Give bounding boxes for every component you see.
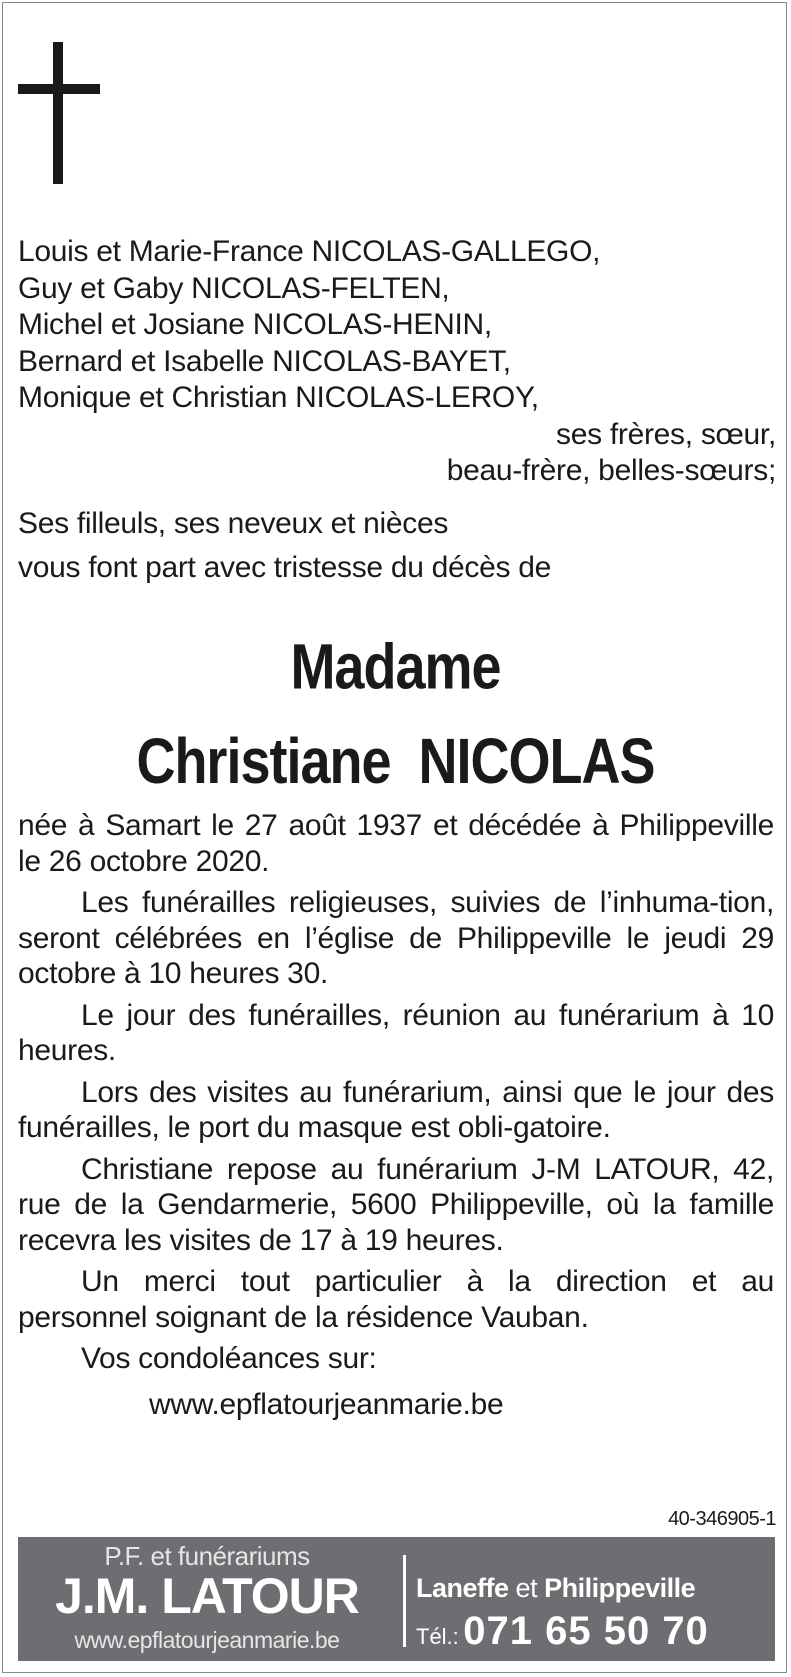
banner-brand-block xyxy=(18,1537,396,1661)
announcement-intro xyxy=(18,502,776,590)
deceased-name: Christiane NICOLAS xyxy=(136,726,655,797)
banner-locations xyxy=(416,1573,695,1604)
family-line: Guy et Gaby NICOLAS-FELTEN, xyxy=(18,271,450,305)
family-line: Michel et Josiane NICOLAS-HENIN, xyxy=(18,308,492,341)
family-line: Louis et Marie-France NICOLAS-GALLEGO, xyxy=(18,235,601,268)
notice-body xyxy=(18,808,774,1422)
birth-death-paragraph: née à Samart le 27 août 1937 et décédée à Philippeville le 26 octobre 2020. xyxy=(18,809,774,878)
gathering-paragraph: Le jour des funérailles, réunion au funérarium à 10 heures. xyxy=(18,998,774,1067)
tel-label: Tél.: xyxy=(416,1624,459,1649)
family-list xyxy=(18,234,776,490)
banner-place-1: Laneffe xyxy=(416,1573,509,1603)
tel-number[interactable]: 071 65 50 70 xyxy=(463,1609,709,1653)
banner-tagline: P.F. et funérariums xyxy=(104,1541,310,1571)
intro-line: vous font part avec tristesse du décès de xyxy=(18,551,552,584)
relation-line: ses frères, sœur, xyxy=(556,417,776,451)
banner-brand: J.M. LATOUR xyxy=(55,1568,359,1624)
banner-place-2: Philippeville xyxy=(544,1573,696,1603)
relation-line: beau-frère, belles-sœurs; xyxy=(446,454,776,487)
intro-line: Ses filleuls, ses neveux et nièces xyxy=(18,507,449,540)
family-line: Bernard et Isabelle NICOLAS-BAYET, xyxy=(18,344,511,378)
visitation-paragraph: Christiane repose au funérarium J-M LATOUR, 42, rue de la Gendarmerie, 5600 Philippeville, où la famille recevra les visites de 17 à 19 heures. xyxy=(18,1152,774,1257)
banner-connector: et xyxy=(515,1573,538,1603)
funeral-paragraph: Les funérailles religieuses, suivies de l’inhuma-tion, seront célébrées en l’église de Philippeville le jeudi 29 octobre à 10 heures 30. xyxy=(18,886,774,990)
funeral-home-banner xyxy=(18,1537,775,1661)
banner-divider xyxy=(403,1555,406,1647)
mask-paragraph: Lors des visites au funérarium, ainsi que le jour des funérailles, le port du masque est obli-gatoire. xyxy=(18,1075,774,1144)
condolences-website-link[interactable]: www.epflatourjeanmarie.be xyxy=(149,1387,504,1421)
cross-icon xyxy=(18,42,100,184)
thanks-paragraph: Un merci tout particulier à la direction et au personnel soignant de la résidence Vauban. xyxy=(18,1265,774,1334)
deceased-name-block xyxy=(0,620,791,809)
banner-website-link[interactable]: www.epflatourjeanmarie.be xyxy=(74,1627,340,1653)
family-line: Monique et Christian NICOLAS-LEROY, xyxy=(18,381,539,414)
banner-telephone xyxy=(416,1609,709,1654)
reference-number: 40-346905-1 xyxy=(668,1508,776,1530)
condolences-paragraph: Vos condoléances sur: xyxy=(81,1342,377,1375)
deceased-title: Madame xyxy=(290,631,501,703)
